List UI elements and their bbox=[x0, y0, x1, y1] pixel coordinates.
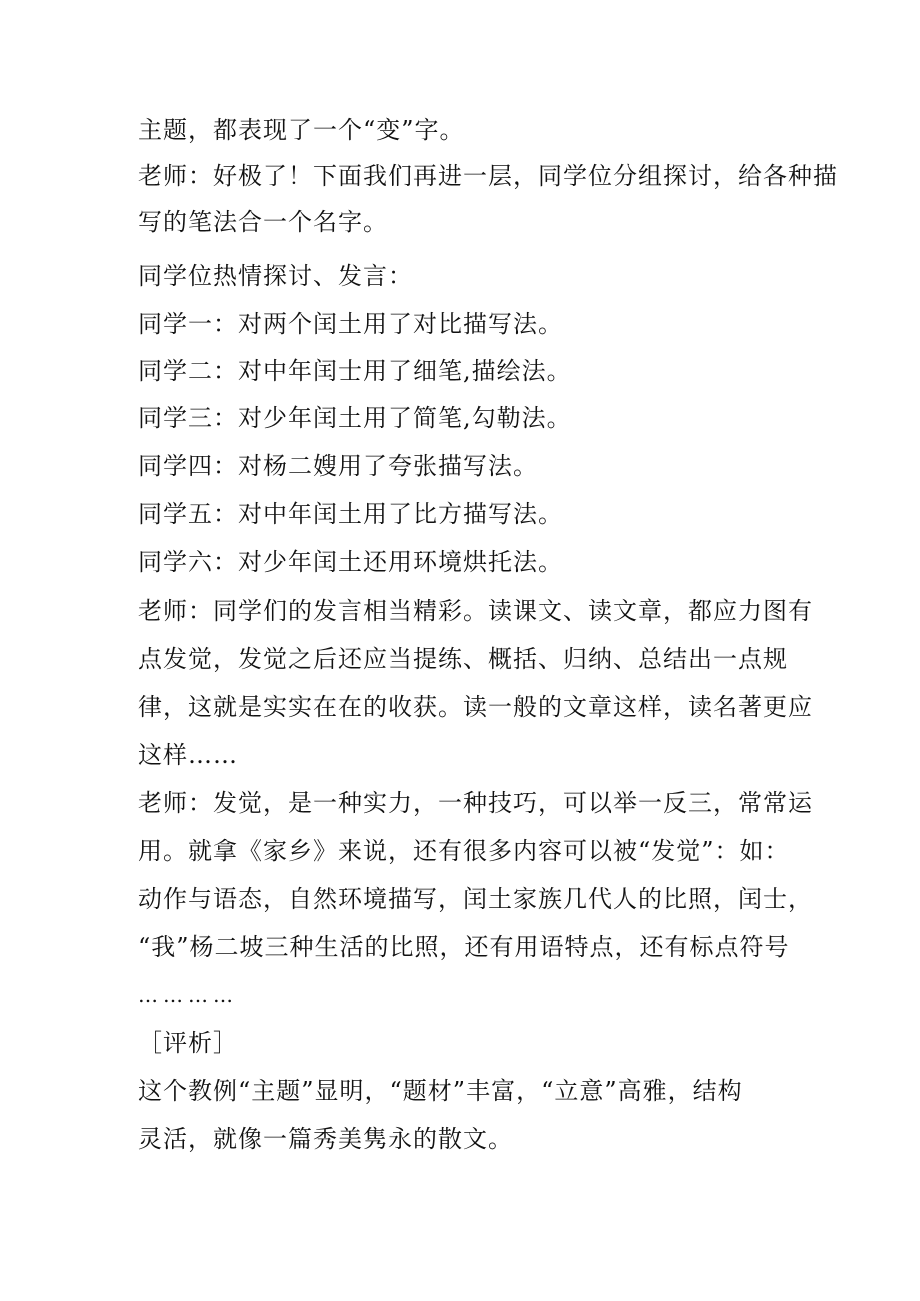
text-line-7: 同学三：对少年闰土用了简笔,勾勒法。 bbox=[138, 404, 572, 432]
text-line-11: 老师：同学们的发言相当精彩。读课文、读文章，都应力图有 bbox=[138, 597, 813, 625]
text-line-12: 点发觉，发觉之后还应当提练、概括、归纳、总结出一点规 bbox=[138, 645, 788, 673]
text-line-13: 律，这就是实实在在的收获。读一般的文章这样，读名著更应 bbox=[138, 693, 813, 721]
text-line-16: 用。就拿《家乡》来说，还有很多内容可以被“发觉”：如： bbox=[138, 837, 790, 865]
text-line-8: 同学四：对杨二嫂用了夸张描写法。 bbox=[138, 452, 538, 480]
text-line-4: 同学位热情探讨、发言： bbox=[138, 262, 413, 290]
text-line-6: 同学二：对中年闰士用了细笔,描绘法。 bbox=[138, 357, 572, 385]
text-line-17: 动作与语态，自然环境描写，闰土家族几代人的比照，闰士， bbox=[138, 885, 813, 913]
text-line-21: 灵活，就像一篇秀美隽永的散文。 bbox=[138, 1125, 513, 1153]
text-line-14: 这样…… bbox=[138, 741, 238, 769]
text-line-2: 老师：好极了！下面我们再进一层，同学位分组探讨，给各种描 bbox=[138, 162, 838, 190]
text-line-1: 主题，都表现了一个“变”字。 bbox=[138, 116, 465, 144]
text-line-5: 同学一：对两个闰土用了对比描写法。 bbox=[138, 310, 563, 338]
text-line-10: 同学六：对少年闰土还用环境烘托法。 bbox=[138, 548, 563, 576]
comment-heading: ［评析］ bbox=[138, 1029, 238, 1057]
text-line-18: “我”杨二坡三种生活的比照，还有用语特点，还有标点符号 bbox=[138, 933, 790, 961]
text-line-20: 这个教例“主题”显明，“题材”丰富，“立意”高雅，结构 bbox=[138, 1077, 743, 1105]
text-line-9: 同学五：对中年闰土用了比方描写法。 bbox=[138, 500, 563, 528]
text-line-3: 写的笔法合一个名字。 bbox=[138, 208, 388, 236]
text-line-15: 老师：发觉，是一种实力，一种技巧，可以举一反三，常常运 bbox=[138, 789, 813, 817]
ellipsis-line: ………… bbox=[138, 983, 238, 1007]
